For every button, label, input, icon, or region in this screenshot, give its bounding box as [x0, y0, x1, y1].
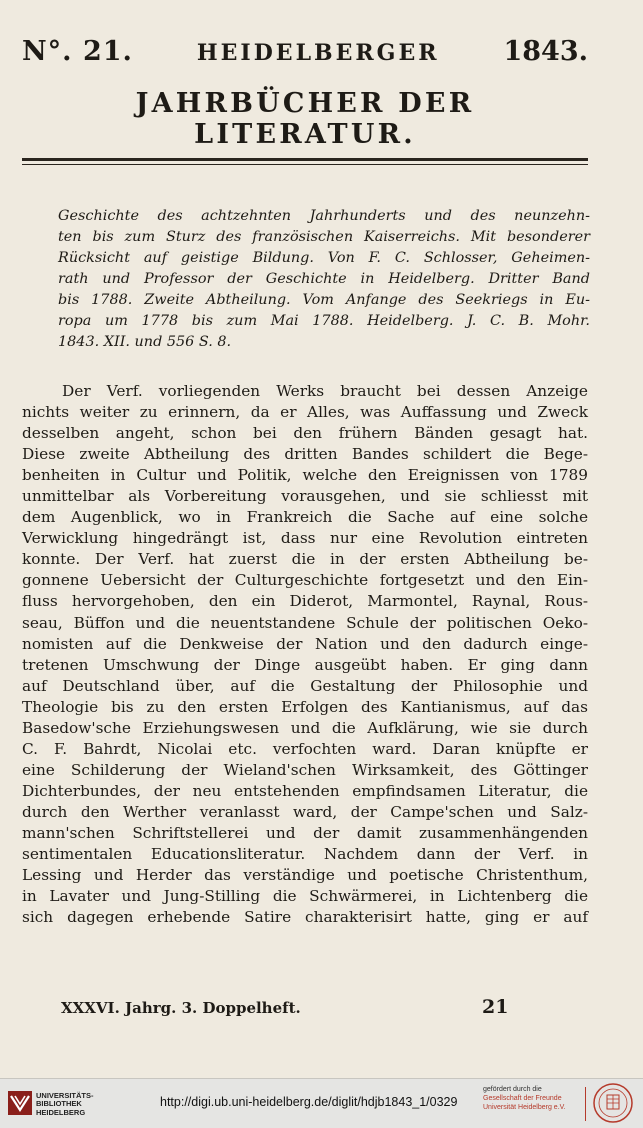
body-line: desselben angeht, schon bei den frühern Bänden gesagt hat.	[22, 424, 588, 443]
body-line: eine Schilderung der Wieland'schen Wirksamkeit, des Göttinger	[22, 760, 588, 779]
body-line: C. F. Bahrdt, Nicolai etc. verfochten ward. Daran knüpfte er	[22, 739, 588, 758]
body-line: nichts weiter zu erinnern, da er Alles, was Auffassung und Zweck	[22, 403, 588, 422]
citation-line: bis 1788. Zweite Abtheilung. Vom Anfange des Seekriegs in Eu-	[58, 292, 590, 308]
permalink-url[interactable]: http://digi.ub.uni-heidelberg.de/diglit/hdjb1843_1/0329	[160, 1095, 458, 1109]
issue-number: N°. 21.	[22, 36, 133, 67]
citation-line: ten bis zum Sturz des französischen Kaiserreichs. Mit besonderer	[58, 229, 590, 245]
body-line: fluss hervorgehoben, den ein Diderot, Marmontel, Raynal, Rous-	[22, 592, 588, 611]
university-library-logo-icon	[8, 1091, 32, 1115]
citation-line: Rücksicht auf geistige Bildung. Von F. C. Schlosser, Geheimen-	[58, 250, 590, 266]
viewer-footer-bar	[0, 1078, 643, 1128]
issue-year: 1843.	[503, 36, 588, 67]
body-line: Verwicklung hingedrängt ist, dass nur eine Revolution eintreten	[22, 529, 588, 548]
review-body	[22, 381, 588, 928]
publication-name: HEIDELBERGER	[196, 40, 440, 66]
body-line: Theologie bis zu den ersten Erfolgen des Kantianismus, auf das	[22, 697, 588, 716]
running-header	[22, 36, 588, 67]
body-line: Der Verf. vorliegenden Werks braucht bei dessen Anzeige	[62, 382, 588, 400]
body-line: Diese zweite Abtheilung des dritten Bandes schildert die Bege-	[22, 445, 588, 464]
sponsor-divider	[585, 1087, 586, 1121]
citation-line: Geschichte des achtzehnten Jahrhunderts und des neunzehn-	[58, 208, 590, 224]
body-line: tretenen Umschwung der Dinge ausgeübt haben. Er ging dann	[22, 655, 588, 674]
sponsor-caption: gefördert durch die	[483, 1086, 542, 1093]
citation-line: rath und Professor der Geschichte in Heidelberg. Dritter Band	[58, 271, 590, 287]
citation-line: ropa um 1778 bis zum Mai 1788. Heidelberg. J. C. B. Mohr.	[58, 313, 590, 329]
sponsor-credit	[483, 1085, 566, 1112]
body-line: auf Deutschland über, auf die Gestaltung der Philosophie und	[22, 676, 588, 695]
body-line: sich dagegen erhebende Satire charakterisirt hatte, ging er auf	[22, 908, 588, 927]
book-citation	[58, 206, 590, 353]
body-line: konnte. Der Verf. hat zuerst die in der ersten Abtheilung be-	[22, 550, 588, 569]
library-name-line: BIBLIOTHEK	[36, 1099, 82, 1109]
body-line: seau, Büffon und die neuentstandene Schule der politischen Oeko-	[22, 613, 588, 632]
sponsor-name-line2: Universität Heidelberg e.V.	[483, 1104, 566, 1111]
body-line: Dichterbundes, der neu entstehenden empfindsamen Literatur, die	[22, 781, 588, 800]
citation-line: 1843. XII. und 556 S. 8.	[58, 334, 232, 350]
page-number: 21	[482, 996, 509, 1018]
university-seal-icon	[592, 1082, 634, 1124]
library-name-line: UNIVERSITÄTS-	[36, 1091, 94, 1100]
body-line: benheiten in Cultur und Politik, welche den Ereignissen von 1789	[22, 466, 588, 485]
body-line: dem Augenblick, wo in Frankreich die Sache auf eine solche	[22, 508, 588, 527]
body-line: in Lavater und Jung-Stilling die Schwärmerei, in Lichtenberg die	[22, 887, 588, 906]
journal-title: JAHRBÜCHER DER LITERATUR.	[135, 88, 475, 150]
body-line: sentimentalen Educationsliteratur. Nachdem dann der Verf. in	[22, 845, 588, 864]
body-line: Basedow'sche Erziehungswesen und die Aufklärung, wie sie durch	[22, 718, 588, 737]
body-line: Lessing und Herder das verständige und poetische Christenthum,	[22, 866, 588, 885]
library-name	[36, 1092, 94, 1117]
sponsor-name-line1: Gesellschaft der Freunde	[483, 1095, 562, 1102]
body-line: gonnene Uebersicht der Culturgeschichte fortgesetzt und den Ein-	[22, 571, 588, 590]
header-rule-thick	[22, 158, 588, 161]
signature-mark: XXXVI. Jahrg. 3. Doppelheft.	[61, 999, 301, 1017]
body-line: durch den Werther veranlasst ward, der Campe'schen und Salz-	[22, 802, 588, 821]
body-line: mann'schen Schriftstellerei und der damit zusammenhängenden	[22, 823, 588, 842]
header-rule-thin	[22, 164, 588, 165]
library-name-line: HEIDELBERG	[36, 1107, 86, 1117]
body-line: unmittelbar als Vorbereitung vorausgehen, und sie schliesst mit	[22, 487, 588, 506]
body-line: nomisten auf die Denkweise der Nation und den dadurch einge-	[22, 634, 588, 653]
